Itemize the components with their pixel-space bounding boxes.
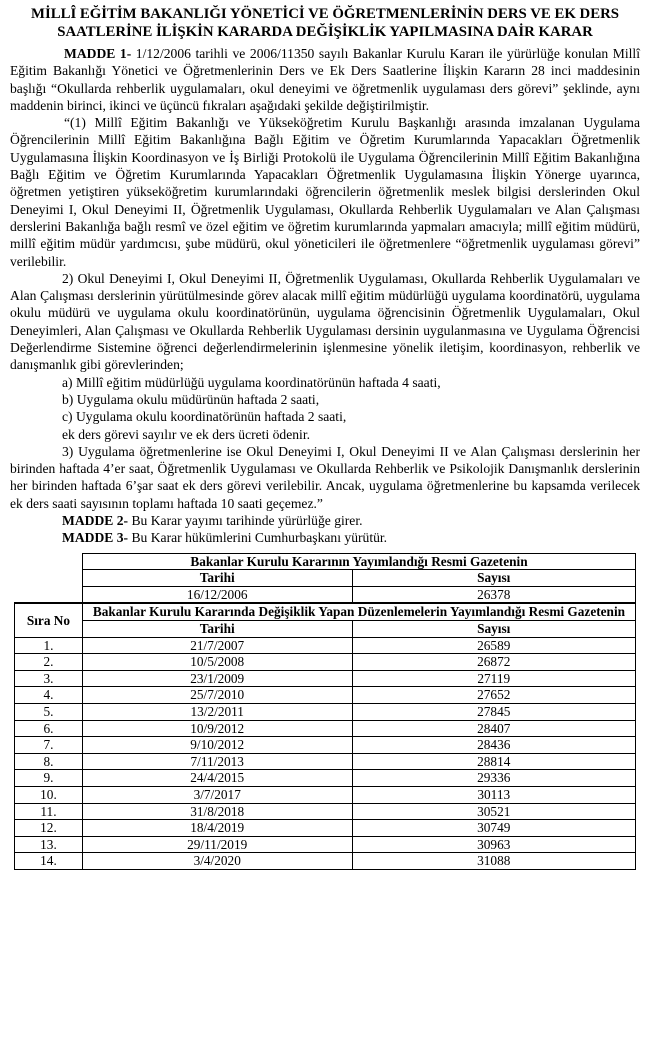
table-cell-no: 2.: [15, 654, 83, 671]
table-cell-tarihi: 31/8/2018: [82, 803, 352, 820]
original-sayisi: 26378: [352, 586, 636, 603]
table-cell-no: 12.: [15, 820, 83, 837]
table-row: [15, 737, 636, 754]
table-cell-sayisi: 29336: [352, 770, 636, 787]
col-header-tarihi-2: Tarihi: [82, 620, 352, 637]
table-cell-tarihi: 18/4/2019: [82, 820, 352, 837]
table-header-row-4: [15, 620, 636, 637]
table-header-row-2: [15, 570, 636, 587]
table-cell-no: 1.: [15, 637, 83, 654]
col-header-sayisi-2: Sayısı: [352, 620, 636, 637]
list-item-b: b) Uygulama okulu müdürünün haftada 2 saati,: [62, 391, 320, 407]
table-header-row-3: [15, 603, 636, 620]
table-cell-tarihi: 10/9/2012: [82, 720, 352, 737]
table-cell-no: 10.: [15, 786, 83, 803]
table-cell-no: 9.: [15, 770, 83, 787]
col-header-tarihi: Tarihi: [82, 570, 352, 587]
paragraph-2: 2) Okul Deneyimi I, Okul Deneyimi II, Öğretmenlik Uygulaması, Okullarda Rehberlik Uygulamaları ve Alan Çalışması derslerinin yürütülmesinde görev alacak millî eğitim müdürlüğü uygulama koordinatörü, uygulama okulu müdürü ve uygulama okulu koordinatörünün, uygulama öğrencisinin Öğretmenlik Uygulamaları, Okul Deneyimleri, Alan Çalışması ve Okullarda Rehberlik Uygulaması dersinin uygulanmasına ve Uygulama Öğrencisi Değerlendirme Sistemine öğrenci değerlendirmelerinin işlenmesine yönelik iletişim, koordinasyon, rehberlik ve danışmanlık gibi görevlerinden;: [10, 270, 640, 373]
table-row: [15, 637, 636, 654]
original-tarihi: 16/12/2006: [82, 586, 352, 603]
table-cell-no: 14.: [15, 853, 83, 870]
table-cell-no: 4.: [15, 687, 83, 704]
paragraph-3: 3) Uygulama öğretmenlerine ise Okul Deneyimi I, Okul Deneyimi II ve Alan Çalışması derslerinin her birinden haftada 4’er saat, Öğretmenlik Uygulaması ve Okullarda Rehberlik ve Psikolojik Danışmanlık derslerinin her birinden haftada 6’şar saat ek ders görevi verilebilir. Ancak, uygulama öğretmenlerine bu kapsamda verilecek ek ders saati sayısının toplamı haftada 10 saati geçemez.”: [10, 443, 640, 511]
madde-2: [10, 512, 640, 529]
table-cell-sayisi: 30521: [352, 803, 636, 820]
table-body: [15, 553, 636, 869]
table-cell-sayisi: 26589: [352, 637, 636, 654]
table-row: [15, 803, 636, 820]
table-cell-no: 7.: [15, 737, 83, 754]
table-row: [15, 720, 636, 737]
table-cell-tarihi: 29/11/2019: [82, 836, 352, 853]
table-cell-sayisi: 28436: [352, 737, 636, 754]
list-item-a: a) Millî eğitim müdürlüğü uygulama koordinatörünün haftada 4 saati,: [62, 374, 441, 390]
resmi-gazete-table: [14, 553, 636, 870]
table-cell-no: 5.: [15, 703, 83, 720]
table-cell-no: 13.: [15, 836, 83, 853]
table-row: [15, 703, 636, 720]
table-cell-sayisi: 30749: [352, 820, 636, 837]
table-cell-tarihi: 9/10/2012: [82, 737, 352, 754]
table-row: [15, 853, 636, 870]
table-row: [15, 770, 636, 787]
table-row: [15, 753, 636, 770]
table-cell-sayisi: 27652: [352, 687, 636, 704]
madde-1-text: 1/12/2006 tarihli ve 2006/11350 sayılı Bakanlar Kurulu Kararı ile yürürlüğe konulan Millî Eğitim Bakanlığı Yönetici ve Öğretmenlerinin Ders ve Ek Ders Saatlerine İlişkin Kararın 28 inci maddesinin başlığı “Okullarda rehberlik uygulamaları, okul deneyimi ve öğretmenlik uygulaması ders görevi” şeklinde, aynı maddenin birinci, ikinci ve üçüncü fıkraları aşağıdaki şekilde değiştirilmiştir.: [10, 46, 640, 113]
table-cell-no: 8.: [15, 753, 83, 770]
table-cell-tarihi: 13/2/2011: [82, 703, 352, 720]
col-header-sayisi: Sayısı: [352, 570, 636, 587]
paragraph-1: “(1) Millî Eğitim Bakanlığı ve Yükseköğretim Kurulu Başkanlığı arasında imzalanan Uygulama Öğrencilerinin Millî Eğitim Bakanlığına Bağlı Eğitim ve Öğretim Kurumlarında Yapacakları Öğretmenlik Uygulamasına İlişkin Koordinasyon ve İş Birliği Protokolü ile Uygulama Öğrencilerinin Millî Eğitim Bakanlığına Bağlı Eğitim ve Öğretim Kurumlarında Yapacakları Öğretmenlik Uygulamasına İlişkin Yönerge uyarınca, öğretmen yetiştiren yükseköğretim kurumlarındaki öğrencilerin öğretmenlik meslek bilgisi derslerinden Okul Deneyimi I, Okul Deneyimi II, Öğretmenlik Uygulaması, Okullarda Rehberlik Uygulamaları ve Alan Çalışması derslerini Bakanlığa bağlı resmî ve özel eğitim ve öğretim kurumlarında yapmaları amacıyla; millî eğitim müdürü, millî eğitim müdür yardımcısı, şube müdürü, okul yöneticileri ile öğretmenlere “öğretmenlik uygulaması görevi” verilebilir.: [10, 115, 640, 269]
table-cell-sayisi: 26872: [352, 654, 636, 671]
document-title: MİLLÎ EĞİTİM BAKANLIĞI YÖNETİCİ VE ÖĞRETMENLERİNİN DERS VE EK DERS SAATLERİNE İLİŞKİN KARARDA DEĞİŞİKLİK YAPILMASINA DAİR KARAR: [30, 6, 620, 40]
list-item-note: ek ders görevi sayılır ve ek ders ücreti ödenir.: [62, 426, 310, 442]
table-cell-sayisi: 30963: [352, 836, 636, 853]
madde-2-label: MADDE 2-: [62, 513, 129, 529]
madde-1: [10, 45, 640, 114]
table-cell-no: 6.: [15, 720, 83, 737]
table-row-original: [15, 586, 636, 603]
table-cell-tarihi: 7/11/2013: [82, 753, 352, 770]
empty-cell: [15, 586, 83, 603]
madde-3-label: MADDE 3-: [62, 530, 129, 546]
empty-cell: [15, 553, 83, 570]
madde-3-text: Bu Karar hükümlerini Cumhurbaşkanı yürütür.: [128, 530, 388, 546]
table-row: [15, 654, 636, 671]
table-cell-sayisi: 28814: [352, 753, 636, 770]
table-cell-tarihi: 25/7/2010: [82, 687, 352, 704]
madde-3: [10, 529, 640, 546]
table-cell-tarihi: 3/4/2020: [82, 853, 352, 870]
table-header-original: Bakanlar Kurulu Kararının Yayımlandığı Resmi Gazetenin: [82, 553, 635, 570]
empty-cell: [15, 570, 83, 587]
table-cell-tarihi: 24/4/2015: [82, 770, 352, 787]
madde-2-text: Bu Karar yayımı tarihinde yürürlüğe girer.: [128, 513, 363, 529]
table-cell-tarihi: 23/1/2009: [82, 670, 352, 687]
table-row: [15, 786, 636, 803]
table-cell-tarihi: 10/5/2008: [82, 654, 352, 671]
list-item-c: c) Uygulama okulu koordinatörünün haftada 2 saati,: [62, 409, 347, 425]
table-cell-sayisi: 27845: [352, 703, 636, 720]
madde-1-label: MADDE 1-: [64, 46, 132, 61]
table-header-row-1: [15, 553, 636, 570]
table-row: [15, 687, 636, 704]
table-cell-no: 3.: [15, 670, 83, 687]
table-row: [15, 836, 636, 853]
table-cell-sayisi: 31088: [352, 853, 636, 870]
table-cell-tarihi: 21/7/2007: [82, 637, 352, 654]
table-cell-no: 11.: [15, 803, 83, 820]
col-header-sira-no: Sıra No: [15, 603, 83, 637]
table-cell-sayisi: 30113: [352, 786, 636, 803]
table-cell-sayisi: 28407: [352, 720, 636, 737]
table-header-amendments: Bakanlar Kurulu Kararında Değişiklik Yapan Düzenlemelerin Yayımlandığı Resmi Gazetenin: [82, 603, 635, 620]
table-cell-tarihi: 3/7/2017: [82, 786, 352, 803]
table-row: [15, 820, 636, 837]
table-row: [15, 670, 636, 687]
table-cell-sayisi: 27119: [352, 670, 636, 687]
